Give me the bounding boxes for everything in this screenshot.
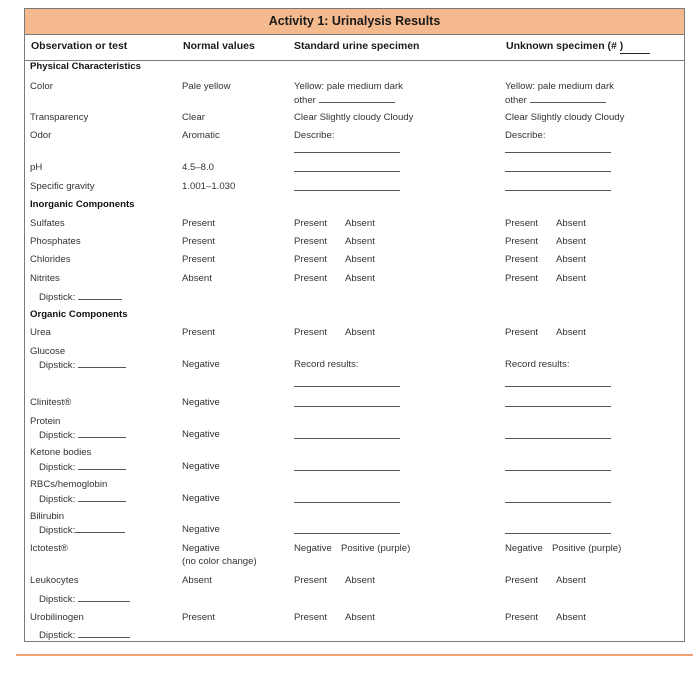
section-physical: Physical Characteristics (30, 61, 141, 72)
std-odor-describe: Describe: (294, 130, 335, 141)
std-rbcs-line[interactable] (294, 502, 400, 503)
normal-ictotest-note: (no color change) (182, 556, 257, 567)
header-standard-specimen: Standard urine specimen (294, 40, 420, 52)
test-urea: Urea (30, 327, 51, 338)
urobilinogen-dipstick[interactable]: Dipstick: (39, 628, 130, 642)
normal-leukocytes: Absent (182, 575, 212, 586)
protein-dipstick[interactable]: Dipstick: (39, 428, 126, 442)
std-color-other[interactable]: other (294, 93, 395, 107)
normal-sulfates: Present (182, 218, 216, 229)
normal-transparency: Clear (182, 112, 205, 123)
std-nitrites-absent[interactable]: Absent (345, 273, 375, 284)
test-sulfates: Sulfates (30, 218, 65, 229)
section-inorganic: Inorganic Components (30, 199, 135, 210)
unk-odor-describe: Describe: (505, 130, 546, 141)
unk-bilirubin-line[interactable] (505, 533, 611, 534)
glucose-dipstick[interactable]: Dipstick: (39, 358, 126, 372)
std-sulfates-present[interactable]: Present (294, 218, 328, 229)
std-ictotest-negative[interactable]: Negative (294, 543, 332, 554)
unk-glucose-line[interactable] (505, 386, 611, 387)
unk-ketone-line[interactable] (505, 470, 611, 471)
test-chlorides: Chlorides (30, 254, 71, 265)
test-leukocytes: Leukocytes (30, 575, 79, 586)
unk-chlorides-absent[interactable]: Absent (556, 254, 586, 265)
unk-phosphates-absent[interactable]: Absent (556, 236, 586, 247)
unk-rbcs-line[interactable] (505, 502, 611, 503)
bilirubin-dipstick[interactable]: Dipstick: (39, 523, 125, 537)
leukocytes-dipstick[interactable]: Dipstick: (39, 592, 130, 606)
test-clinitest: Clinitest® (30, 397, 72, 408)
bottom-divider (16, 654, 693, 656)
test-urobilinogen: Urobilinogen (30, 612, 84, 623)
unk-urea-absent[interactable]: Absent (556, 327, 586, 338)
section-organic: Organic Components (30, 309, 128, 320)
test-transparency: Transparency (30, 112, 89, 123)
normal-clinitest: Negative (182, 397, 220, 408)
std-nitrites-present[interactable]: Present (294, 273, 328, 284)
test-rbcs: RBCs/hemoglobin (30, 479, 108, 490)
unk-ictotest-positive[interactable]: Positive (purple) (552, 543, 622, 554)
std-sulfates-absent[interactable]: Absent (345, 218, 375, 229)
unk-sulfates-present[interactable]: Present (505, 218, 539, 229)
ketone-dipstick[interactable]: Dipstick: (39, 460, 126, 474)
normal-protein: Negative (182, 429, 220, 440)
unk-nitrites-absent[interactable]: Absent (556, 273, 586, 284)
std-glucose-line[interactable] (294, 386, 400, 387)
normal-urea: Present (182, 327, 216, 338)
header-unknown-specimen: Unknown specimen (# ) (506, 40, 623, 52)
normal-urobilinogen: Present (182, 612, 216, 623)
unk-leukocytes-absent[interactable]: Absent (556, 575, 586, 586)
test-nitrites: Nitrites (30, 273, 60, 284)
normal-odor: Aromatic (182, 130, 220, 141)
test-ictotest: Ictotest® (30, 543, 68, 554)
header-normal-values: Normal values (183, 40, 255, 52)
unk-nitrites-present[interactable]: Present (505, 273, 539, 284)
specimen-number-blank[interactable] (620, 45, 650, 54)
normal-phosphates: Present (182, 236, 216, 247)
std-urobilinogen-absent[interactable]: Absent (345, 612, 375, 623)
normal-ictotest: Negative (182, 543, 220, 554)
unk-ictotest-negative[interactable]: Negative (505, 543, 543, 554)
normal-ketone: Negative (182, 461, 220, 472)
test-bilirubin: Bilirubin (30, 511, 65, 522)
std-urea-absent[interactable]: Absent (345, 327, 375, 338)
unk-urea-present[interactable]: Present (505, 327, 539, 338)
test-protein: Protein (30, 416, 61, 427)
unk-color-options[interactable]: Yellow: pale medium dark (505, 81, 614, 92)
unk-ph-line[interactable] (505, 171, 611, 172)
test-ketone: Ketone bodies (30, 447, 92, 458)
std-ketone-line[interactable] (294, 470, 400, 471)
std-bilirubin-line[interactable] (294, 533, 400, 534)
unk-urobilinogen-present[interactable]: Present (505, 612, 539, 623)
header-observation: Observation or test (31, 40, 128, 52)
normal-bilirubin: Negative (182, 524, 220, 535)
test-specific-gravity: Specific gravity (30, 181, 95, 192)
normal-glucose: Negative (182, 359, 220, 370)
std-clinitest-line[interactable] (294, 406, 400, 407)
unk-record-results: Record results: (505, 359, 570, 370)
normal-specific-gravity: 1.001–1.030 (182, 181, 236, 192)
std-odor-line[interactable] (294, 152, 400, 153)
unk-chlorides-present[interactable]: Present (505, 254, 539, 265)
unk-clinitest-line[interactable] (505, 406, 611, 407)
unk-leukocytes-present[interactable]: Present (505, 575, 539, 586)
std-color-options[interactable]: Yellow: pale medium dark (294, 81, 403, 92)
normal-color: Pale yellow (182, 81, 231, 92)
unk-sg-line[interactable] (505, 190, 611, 191)
column-headers (25, 35, 684, 61)
nitrites-dipstick[interactable]: Dipstick: (39, 290, 122, 304)
std-record-results: Record results: (294, 359, 359, 370)
std-ph-line[interactable] (294, 171, 400, 172)
std-protein-line[interactable] (294, 438, 400, 439)
std-transparency-options[interactable]: Clear Slightly cloudy Cloudy (294, 112, 414, 123)
unk-urobilinogen-absent[interactable]: Absent (556, 612, 586, 623)
std-sg-line[interactable] (294, 190, 400, 191)
std-phosphates-present[interactable]: Present (294, 236, 328, 247)
std-urea-present[interactable]: Present (294, 327, 328, 338)
test-glucose: Glucose (30, 346, 66, 357)
unk-phosphates-present[interactable]: Present (505, 236, 539, 247)
normal-chlorides: Present (182, 254, 216, 265)
unk-odor-line[interactable] (505, 152, 611, 153)
std-ictotest-positive[interactable]: Positive (purple) (341, 543, 411, 554)
std-leukocytes-absent[interactable]: Absent (345, 575, 375, 586)
std-urobilinogen-present[interactable]: Present (294, 612, 328, 623)
std-chlorides-present[interactable]: Present (294, 254, 328, 265)
std-phosphates-absent[interactable]: Absent (345, 236, 375, 247)
test-color: Color (30, 81, 53, 92)
std-chlorides-absent[interactable]: Absent (345, 254, 375, 265)
normal-rbcs: Negative (182, 493, 220, 504)
unk-protein-line[interactable] (505, 438, 611, 439)
test-odor: Odor (30, 130, 52, 141)
rbcs-dipstick[interactable]: Dipstick: (39, 492, 126, 506)
test-phosphates: Phosphates (30, 236, 81, 247)
normal-nitrites: Absent (182, 273, 212, 284)
unk-transparency-options[interactable]: Clear Slightly cloudy Cloudy (505, 112, 625, 123)
unk-color-other[interactable]: other (505, 93, 606, 107)
normal-ph: 4.5–8.0 (182, 162, 215, 173)
unk-sulfates-absent[interactable]: Absent (556, 218, 586, 229)
test-ph: pH (30, 162, 43, 173)
std-leukocytes-present[interactable]: Present (294, 575, 328, 586)
table-title: Activity 1: Urinalysis Results (25, 9, 684, 35)
